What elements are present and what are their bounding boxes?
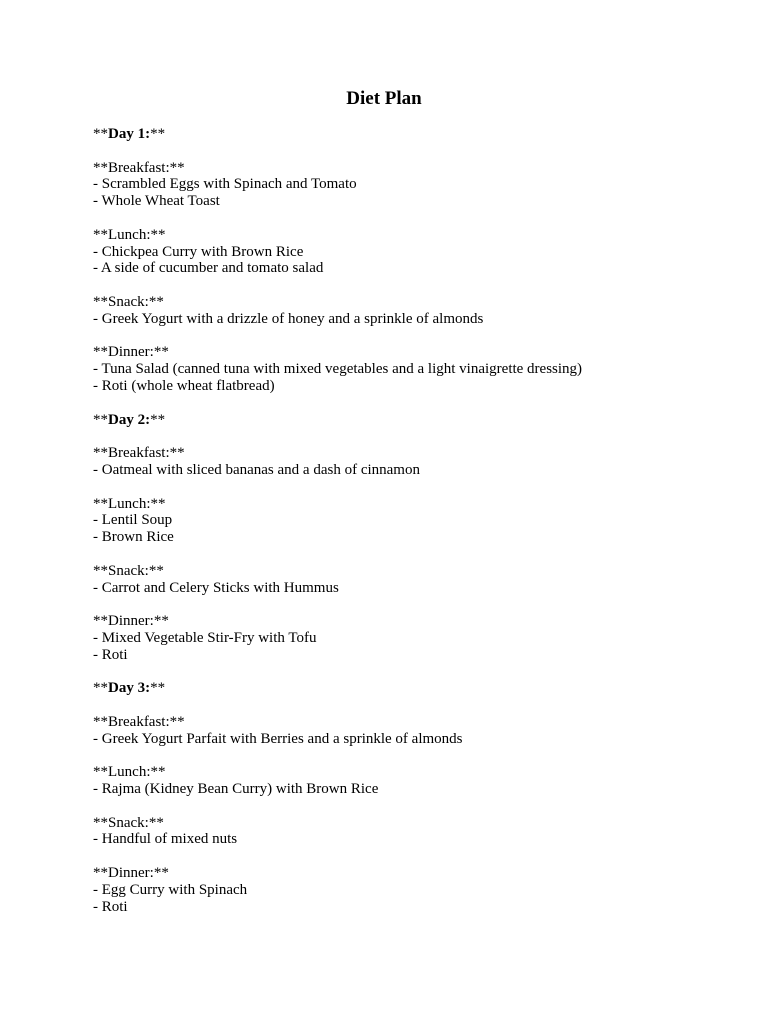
spacer — [93, 697, 713, 714]
day-heading-label: Day 2: — [108, 411, 151, 428]
meal-heading: **Dinner:** — [93, 613, 169, 630]
meal-item: - Roti — [93, 646, 128, 663]
spacer — [93, 747, 713, 764]
day-heading-suffix: ** — [150, 411, 166, 428]
day-heading-prefix: ** — [93, 411, 108, 428]
document-title: Diet Plan — [346, 88, 422, 109]
day-heading-prefix: ** — [93, 680, 108, 697]
meal-heading: **Snack:** — [93, 562, 164, 579]
meal-item: - Oatmeal with sliced bananas and a dash of cinnamon — [93, 461, 420, 478]
meal-item: - Brown Rice — [93, 529, 174, 546]
meal-item: - Handful of mixed nuts — [93, 831, 238, 848]
meal-item: - Carrot and Celery Sticks with Hummus — [93, 579, 339, 596]
meal-item: - Chickpea Curry with Brown Rice — [93, 243, 304, 260]
spacer — [93, 143, 713, 160]
meal-item: - Tuna Salad (canned tuna with mixed vegetables and a light vinaigrette dressing) — [93, 361, 583, 378]
meal-item: - A side of cucumber and tomato salad — [93, 260, 324, 277]
spacer — [93, 596, 713, 613]
meal-item: - Rajma (Kidney Bean Curry) with Brown Rice — [93, 781, 379, 798]
meal-heading: **Lunch:** — [93, 226, 166, 243]
meal-heading: **Lunch:** — [93, 495, 166, 512]
meal-item: - Greek Yogurt with a drizzle of honey and a sprinkle of almonds — [93, 310, 484, 327]
spacer — [93, 210, 713, 227]
meal-heading: **Dinner:** — [93, 344, 169, 361]
diet-plan-body — [93, 126, 713, 915]
day-heading — [93, 680, 713, 697]
day-heading-prefix: ** — [93, 126, 108, 142]
day-heading-label: Day 3: — [108, 680, 151, 697]
spacer — [93, 664, 713, 681]
meal-item: - Whole Wheat Toast — [93, 193, 220, 210]
meal-heading: **Breakfast:** — [93, 445, 185, 462]
day-heading-suffix: ** — [150, 126, 166, 142]
spacer — [93, 479, 713, 496]
day-heading — [93, 412, 713, 429]
meal-heading: **Snack:** — [93, 293, 164, 310]
spacer — [93, 395, 713, 412]
meal-item: - Greek Yogurt Parfait with Berries and a sprinkle of almonds — [93, 730, 463, 747]
day-heading-label: Day 1: — [108, 126, 151, 142]
meal-item: - Scrambled Eggs with Spinach and Tomato — [93, 176, 357, 193]
spacer — [93, 428, 713, 445]
meal-item: - Mixed Vegetable Stir-Fry with Tofu — [93, 629, 317, 646]
spacer — [93, 277, 713, 294]
meal-item: - Egg Curry with Spinach — [93, 881, 248, 898]
spacer — [93, 798, 713, 815]
day-heading — [93, 126, 713, 143]
meal-heading: **Dinner:** — [93, 865, 169, 882]
meal-heading: **Breakfast:** — [93, 159, 185, 176]
meal-item: - Roti — [93, 898, 128, 915]
meal-item: - Roti (whole wheat flatbread) — [93, 377, 275, 394]
meal-heading: **Lunch:** — [93, 764, 166, 781]
spacer — [93, 328, 713, 345]
spacer — [93, 546, 713, 563]
meal-heading: **Snack:** — [93, 814, 164, 831]
meal-item: - Lentil Soup — [93, 512, 173, 529]
spacer — [93, 848, 713, 865]
day-heading-suffix: ** — [150, 680, 166, 697]
meal-heading: **Breakfast:** — [93, 713, 185, 730]
